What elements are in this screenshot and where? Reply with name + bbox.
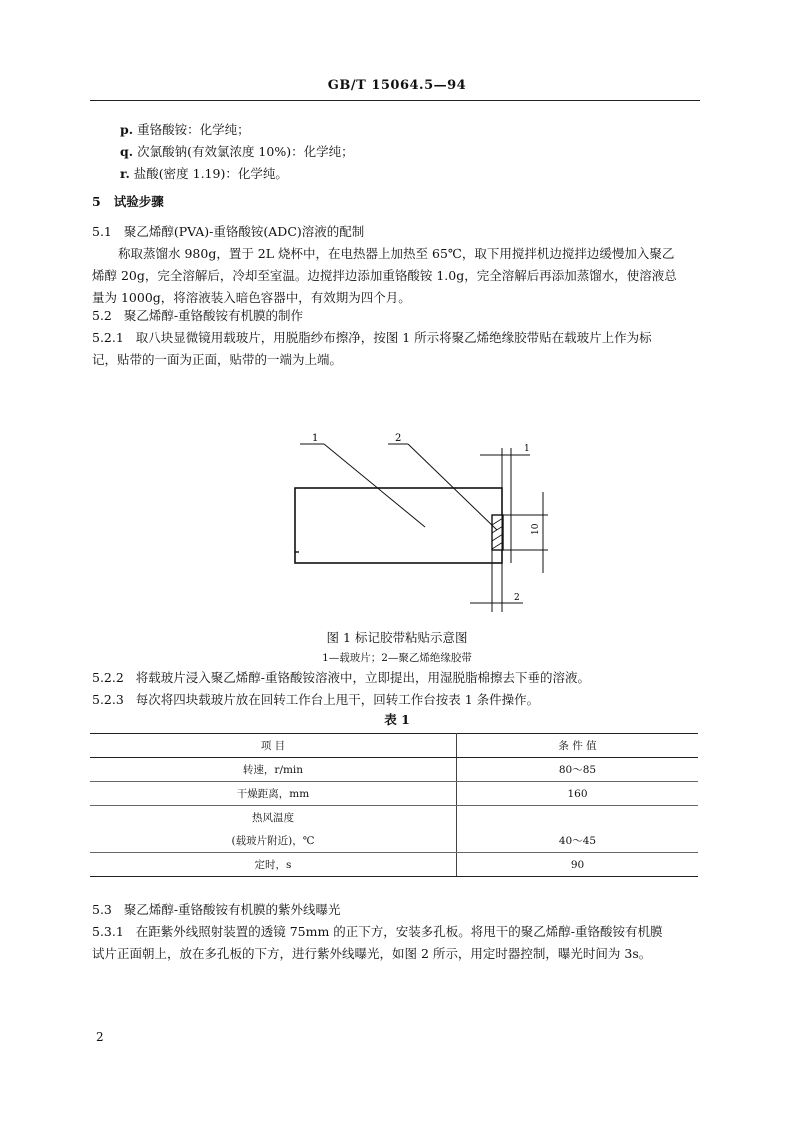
clause-5-2-1-line-1 [92,328,652,348]
list-item-text: 次氯酸钠(有效氯浓度 10%)：化学纯； [137,144,354,159]
callout-1-label: 1 [312,433,319,444]
clause-number: 5.2.2 [92,670,124,685]
section-number: 5 [92,194,101,209]
clause-text: 将载玻片浸入聚乙烯醇-重铬酸铵溶液中，立即提出，用湿脱脂棉擦去下垂的溶液。 [135,670,590,685]
clause-text: 每次将四块载玻片放在回转工作台上甩干，回转工作台按表 1 条件操作。 [135,692,540,707]
figure-1-legend: 1—载玻片；2—聚乙烯绝缘胶带 [322,652,472,664]
table-cell-value: 160 [457,782,699,806]
table-cell-item: (载玻片附近)，℃ [90,829,457,853]
table-cell-item: 转速，r/min [90,758,457,782]
table-row [90,782,698,806]
list-item-text: 盐酸(密度 1.19)：化学纯。 [133,166,288,181]
clause-5-2-heading [92,306,303,326]
table-row [90,806,698,830]
list-item-p [120,120,250,140]
clause-5-3-heading [92,900,341,920]
table-row [90,758,698,782]
list-item-text: 重铬酸铵：化学纯； [137,122,250,137]
clause-title: 聚乙烯醇-重铬酸铵有机膜的制作 [123,308,304,323]
dimension-bottom-label: 2 [514,593,520,603]
list-item-r [120,164,288,184]
clause-5-1-heading [92,222,364,242]
table-cell-value: 40～45 [457,829,699,853]
list-item-label: p. [120,122,134,137]
dimension-top-label: 1 [524,444,530,454]
clause-title: 聚乙烯醇(PVA)-重铬酸铵(ADC)溶液的配制 [123,224,365,239]
table-header-value: 条 件 值 [457,734,699,758]
table-header-item: 项 目 [90,734,457,758]
glass-slide-outline [295,488,502,563]
list-item-q [120,142,354,162]
callout-2-leader [408,444,497,530]
clause-5-2-1-line-2: 记，贴带的一面为正面，贴带的一端为上端。 [92,352,343,367]
table-header-row [90,734,698,758]
section-title: 试验步骤 [113,194,164,209]
header-rule [90,100,700,101]
clause-number: 5.2.1 [92,330,124,345]
table-cell-item: 干燥距离，mm [90,782,457,806]
table-cell-item: 热风温度 [90,806,457,830]
table-cell-value: 90 [457,853,699,877]
table-1-title: 表 1 [384,712,410,727]
callout-2-label: 2 [395,433,402,444]
clause-5-3-1-line-2: 试片正面朝上，放在多孔板的下方，进行紫外线曝光，如图 2 所示，用定时器控制，曝光时间为 3s。 [92,946,652,961]
list-item-label: r. [120,166,130,181]
document-code-header: GB/T 15064.5—94 [327,78,467,93]
list-item-label: q. [120,144,134,159]
table-cell-value: 80～85 [457,758,699,782]
clause-5-1-line-2: 烯醇 20g，完全溶解后，冷却至室温。边搅拌边添加重铬酸铵 1.0g，完全溶解后再添加蒸馏水，使溶液总 [92,268,677,283]
clause-text: 取八块显微镜用载玻片，用脱脂纱布擦净，按图 1 所示将聚乙烯绝缘胶带贴在载玻片上作为标 [135,330,652,345]
clause-5-1-line-1: 称取蒸馏水 980g，置于 2L 烧杯中，在电热器上加热至 65℃，取下用搅拌机边搅拌边缓慢加入聚乙 [118,246,675,261]
callout-1-leader [324,444,425,527]
clause-title: 聚乙烯醇-重铬酸铵有机膜的紫外线曝光 [123,902,341,917]
clause-5-3-1-line-1 [92,922,663,942]
clause-number: 5.3.1 [92,924,124,939]
table-cell-value [457,806,699,830]
clause-5-1-line-3: 量为 1000g，将溶液装入暗色容器中，有效期为四个月。 [92,290,411,305]
figure-1-caption: 图 1 标记胶带粘贴示意图 [326,630,468,645]
table-row [90,853,698,877]
table-row [90,829,698,853]
page-number: 2 [96,1030,104,1044]
clause-5-2-2 [92,668,590,688]
clause-number: 5.2 [92,308,112,323]
dimension-right-label: 10 [531,523,541,535]
insulating-tape [492,515,503,550]
clause-number: 5.2.3 [92,692,124,707]
clause-5-2-3 [92,690,539,710]
clause-number: 5.3 [92,902,112,917]
figure-1-diagram [270,425,560,625]
section-5-heading [92,192,164,212]
table-cell-item: 定时，s [90,853,457,877]
table-1 [90,733,698,877]
clause-text: 在距紫外线照射装置的透镜 75mm 的正下方，安装多孔板。将甩干的聚乙烯醇-重铬酸铵有机膜 [135,924,663,939]
clause-number: 5.1 [92,224,112,239]
